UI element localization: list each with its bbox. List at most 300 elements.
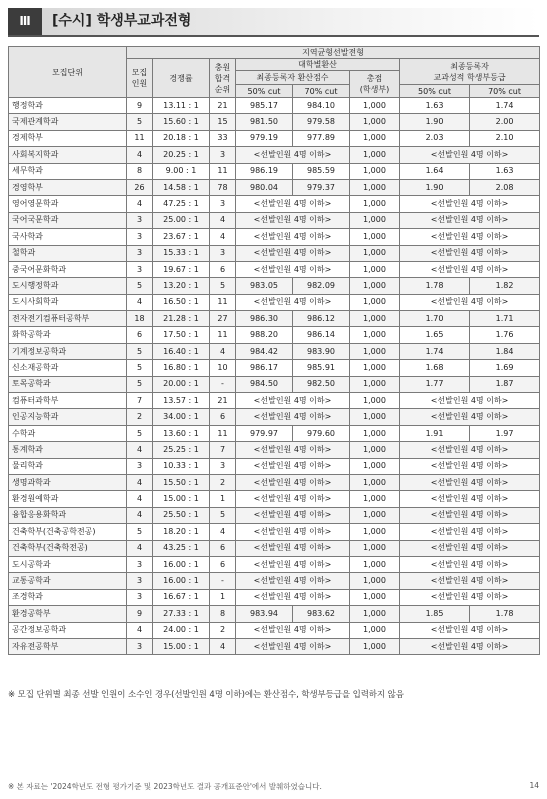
total-cell: 1,000 [350,409,400,425]
table-row [9,261,540,277]
rank-cell: 3 [210,196,236,212]
conv50-cell: 986.19 [236,163,293,179]
grade50-cell: <선발인원 4명 이하> [400,261,540,277]
conv50-cell: <선발인원 4명 이하> [236,294,350,310]
total-cell: 1,000 [350,163,400,179]
grade50-cell: 1.90 [400,179,470,195]
quota-cell: 4 [127,507,153,523]
total-cell: 1,000 [350,261,400,277]
rank-cell: 4 [210,212,236,228]
grade70-cell: 1.76 [470,327,540,343]
section-number: Ⅲ [8,8,42,35]
rank-cell: 6 [210,409,236,425]
grade70-cell: 1.84 [470,343,540,359]
ratio-cell: 19.67 : 1 [153,261,210,277]
rank-cell: 1 [210,589,236,605]
conv70-cell: 982.50 [293,376,350,392]
page-number: 14 [529,781,539,790]
header-conv: 대학별환산 [236,59,400,71]
rank-cell: 21 [210,98,236,114]
total-cell: 1,000 [350,458,400,474]
conv50-cell: 983.94 [236,606,293,622]
conv50-cell: <선발인원 4명 이하> [236,622,350,638]
grade50-cell: <선발인원 4명 이하> [400,524,540,540]
section-underline [8,35,539,37]
rank-cell: 15 [210,114,236,130]
grade50-cell: 1.85 [400,606,470,622]
table-note: ※ 모집 단위별 최종 선발 인원이 소수인 경우(선발인원 4명 이하)에는 환산점수, 학생부등급을 입력하지 않음 [8,690,404,700]
grade50-cell: 1.74 [400,343,470,359]
conv70-cell: 985.91 [293,360,350,376]
quota-cell: 3 [127,245,153,261]
ratio-cell: 16.80 : 1 [153,360,210,376]
unit-cell: 전자전기컴퓨터공학부 [9,311,127,327]
conv50-cell: 980.04 [236,179,293,195]
total-cell: 1,000 [350,114,400,130]
unit-cell: 경영학부 [9,179,127,195]
total-cell: 1,000 [350,638,400,654]
rank-cell: - [210,376,236,392]
grade50-cell: 1.77 [400,376,470,392]
rank-cell: 11 [210,163,236,179]
unit-cell: 물리학과 [9,458,127,474]
grade50-cell: <선발인원 4명 이하> [400,294,540,310]
grade50-cell: <선발인원 4명 이하> [400,638,540,654]
conv50-cell: <선발인원 4명 이하> [236,261,350,277]
unit-cell: 조경학과 [9,589,127,605]
conv70-cell: 986.12 [293,311,350,327]
unit-cell: 중국어문화학과 [9,261,127,277]
unit-cell: 건축학부(건축학전공) [9,540,127,556]
ratio-cell: 17.50 : 1 [153,327,210,343]
table-row [9,556,540,572]
rank-cell: 11 [210,294,236,310]
conv50-cell: <선발인원 4명 이하> [236,409,350,425]
ratio-cell: 16.00 : 1 [153,573,210,589]
conv70-cell: 979.37 [293,179,350,195]
unit-cell: 도시공학과 [9,556,127,572]
rank-cell: 3 [210,458,236,474]
ratio-cell: 9.00 : 1 [153,163,210,179]
grade70-cell: 1.87 [470,376,540,392]
unit-cell: 도시사회학과 [9,294,127,310]
grade50-cell: <선발인원 4명 이하> [400,589,540,605]
grade70-cell: 2.08 [470,179,540,195]
total-cell: 1,000 [350,360,400,376]
header-conv-70: 70% cut [293,85,350,98]
table-row [9,573,540,589]
total-cell: 1,000 [350,245,400,261]
grade70-cell: 1.71 [470,311,540,327]
rank-cell: 3 [210,147,236,163]
table-row [9,622,540,638]
ratio-cell: 15.00 : 1 [153,638,210,654]
conv50-cell: <선발인원 4명 이하> [236,589,350,605]
table-row [9,589,540,605]
table-row [9,327,540,343]
grade70-cell: 1.78 [470,606,540,622]
ratio-cell: 13.11 : 1 [153,98,210,114]
grade50-cell: <선발인원 4명 이하> [400,556,540,572]
grade70-cell: 1.69 [470,360,540,376]
conv50-cell: <선발인원 4명 이하> [236,196,350,212]
table-row [9,114,540,130]
conv50-cell: 988.20 [236,327,293,343]
conv50-cell: 979.97 [236,425,293,441]
table-row [9,360,540,376]
conv50-cell: 984.50 [236,376,293,392]
quota-cell: 2 [127,409,153,425]
total-cell: 1,000 [350,294,400,310]
unit-cell: 건축학부(건축공학전공) [9,524,127,540]
table-row [9,474,540,490]
ratio-cell: 20.25 : 1 [153,147,210,163]
grade50-cell: 1.70 [400,311,470,327]
ratio-cell: 25.00 : 1 [153,212,210,228]
rank-cell: 5 [210,278,236,294]
quota-cell: 3 [127,212,153,228]
conv50-cell: <선발인원 4명 이하> [236,393,350,409]
header-grade: 최종등록자 교과성적 학생부등급 [400,59,540,85]
ratio-cell: 27.33 : 1 [153,606,210,622]
grade50-cell: <선발인원 4명 이하> [400,442,540,458]
total-cell: 1,000 [350,507,400,523]
table-row [9,606,540,622]
ratio-cell: 24.00 : 1 [153,622,210,638]
grade50-cell: 1.65 [400,327,470,343]
grade70-cell: 1.63 [470,163,540,179]
quota-cell: 5 [127,360,153,376]
table-body [9,98,540,655]
conv70-cell: 979.60 [293,425,350,441]
conv50-cell: 979.19 [236,130,293,146]
table-row [9,163,540,179]
conv50-cell: <선발인원 4명 이하> [236,540,350,556]
total-cell: 1,000 [350,98,400,114]
conv70-cell: 984.10 [293,98,350,114]
ratio-cell: 20.18 : 1 [153,130,210,146]
table-row [9,393,540,409]
quota-cell: 5 [127,376,153,392]
unit-cell: 국제관계학과 [9,114,127,130]
header-group: 지역균형선발전형 [127,47,540,59]
unit-cell: 융합응용화학과 [9,507,127,523]
conv70-cell: 979.58 [293,114,350,130]
quota-cell: 6 [127,327,153,343]
rank-cell: 7 [210,442,236,458]
grade50-cell: <선발인원 4명 이하> [400,147,540,163]
conv50-cell: <선발인원 4명 이하> [236,524,350,540]
grade50-cell: 1.91 [400,425,470,441]
table-row [9,179,540,195]
conv50-cell: <선발인원 4명 이하> [236,474,350,490]
table-row [9,229,540,245]
ratio-cell: 23.67 : 1 [153,229,210,245]
conv50-cell: 986.17 [236,360,293,376]
quota-cell: 18 [127,311,153,327]
ratio-cell: 15.33 : 1 [153,245,210,261]
total-cell: 1,000 [350,524,400,540]
quota-cell: 4 [127,294,153,310]
unit-cell: 컴퓨터과학부 [9,393,127,409]
total-cell: 1,000 [350,130,400,146]
quota-cell: 26 [127,179,153,195]
quota-cell: 11 [127,130,153,146]
conv50-cell: <선발인원 4명 이하> [236,491,350,507]
ratio-cell: 13.20 : 1 [153,278,210,294]
quota-cell: 3 [127,556,153,572]
header-grade-50: 50% cut [400,85,470,98]
grade50-cell: <선발인원 4명 이하> [400,458,540,474]
ratio-cell: 25.50 : 1 [153,507,210,523]
rank-cell: 6 [210,556,236,572]
quota-cell: 5 [127,425,153,441]
quota-cell: 3 [127,261,153,277]
admission-results-table [8,46,540,655]
ratio-cell: 18.20 : 1 [153,524,210,540]
ratio-cell: 16.00 : 1 [153,556,210,572]
conv50-cell: <선발인원 4명 이하> [236,573,350,589]
conv70-cell: 982.09 [293,278,350,294]
ratio-cell: 20.00 : 1 [153,376,210,392]
rank-cell: 27 [210,311,236,327]
table-row [9,278,540,294]
rank-cell: 6 [210,261,236,277]
ratio-cell: 15.50 : 1 [153,474,210,490]
total-cell: 1,000 [350,606,400,622]
total-cell: 1,000 [350,491,400,507]
conv50-cell: <선발인원 4명 이하> [236,245,350,261]
rank-cell: 10 [210,360,236,376]
quota-cell: 4 [127,491,153,507]
rank-cell: 78 [210,179,236,195]
quota-cell: 5 [127,114,153,130]
header-ratio: 경쟁률 [153,59,210,98]
conv50-cell: 986.30 [236,311,293,327]
grade50-cell: <선발인원 4명 이하> [400,540,540,556]
total-cell: 1,000 [350,540,400,556]
ratio-cell: 21.28 : 1 [153,311,210,327]
conv70-cell: 983.62 [293,606,350,622]
rank-cell: 8 [210,606,236,622]
grade50-cell: <선발인원 4명 이하> [400,507,540,523]
conv50-cell: <선발인원 4명 이하> [236,556,350,572]
table-row [9,343,540,359]
quota-cell: 5 [127,343,153,359]
grade70-cell: 2.00 [470,114,540,130]
header-unit: 모집단위 [9,47,127,98]
quota-cell: 4 [127,622,153,638]
unit-cell: 기계정보공학과 [9,343,127,359]
conv50-cell: <선발인원 4명 이하> [236,229,350,245]
grade50-cell: 2.03 [400,130,470,146]
unit-cell: 인공지능학과 [9,409,127,425]
grade50-cell: 1.78 [400,278,470,294]
total-cell: 1,000 [350,278,400,294]
grade50-cell: 1.68 [400,360,470,376]
grade50-cell: <선발인원 4명 이하> [400,474,540,490]
rank-cell: 4 [210,524,236,540]
unit-cell: 영어영문학과 [9,196,127,212]
quota-cell: 3 [127,589,153,605]
grade50-cell: <선발인원 4명 이하> [400,573,540,589]
table-row [9,294,540,310]
table-row [9,638,540,654]
unit-cell: 국어국문학과 [9,212,127,228]
section-title: [수시] 학생부교과전형 [52,13,192,29]
unit-cell: 토목공학과 [9,376,127,392]
quota-cell: 4 [127,196,153,212]
grade50-cell: <선발인원 4명 이하> [400,229,540,245]
ratio-cell: 13.60 : 1 [153,425,210,441]
grade50-cell: <선발인원 4명 이하> [400,245,540,261]
unit-cell: 행정학과 [9,98,127,114]
conv50-cell: 981.50 [236,114,293,130]
unit-cell: 자유전공학부 [9,638,127,654]
table-row [9,376,540,392]
rank-cell: 5 [210,507,236,523]
total-cell: 1,000 [350,474,400,490]
total-cell: 1,000 [350,442,400,458]
unit-cell: 생명과학과 [9,474,127,490]
conv70-cell: 986.14 [293,327,350,343]
rank-cell: 33 [210,130,236,146]
conv50-cell: <선발인원 4명 이하> [236,638,350,654]
table-row [9,196,540,212]
grade50-cell: <선발인원 4명 이하> [400,409,540,425]
table-row [9,540,540,556]
grade50-cell: <선발인원 4명 이하> [400,622,540,638]
conv70-cell: 983.90 [293,343,350,359]
grade70-cell: 1.97 [470,425,540,441]
conv50-cell: <선발인원 4명 이하> [236,442,350,458]
unit-cell: 도시행정학과 [9,278,127,294]
rank-cell: 4 [210,638,236,654]
quota-cell: 5 [127,524,153,540]
total-cell: 1,000 [350,393,400,409]
rank-cell: 11 [210,425,236,441]
grade50-cell: <선발인원 4명 이하> [400,196,540,212]
unit-cell: 환경원예학과 [9,491,127,507]
unit-cell: 교통공학과 [9,573,127,589]
conv70-cell: 977.89 [293,130,350,146]
ratio-cell: 15.60 : 1 [153,114,210,130]
rank-cell: - [210,573,236,589]
total-cell: 1,000 [350,229,400,245]
rank-cell: 1 [210,491,236,507]
quota-cell: 3 [127,573,153,589]
total-cell: 1,000 [350,425,400,441]
conv50-cell: <선발인원 4명 이하> [236,458,350,474]
table-row [9,491,540,507]
header-rank: 충원 합격 순위 [210,59,236,98]
quota-cell: 4 [127,540,153,556]
grade50-cell: <선발인원 4명 이하> [400,491,540,507]
unit-cell: 철학과 [9,245,127,261]
rank-cell: 6 [210,540,236,556]
ratio-cell: 25.25 : 1 [153,442,210,458]
header-grade-70: 70% cut [470,85,540,98]
quota-cell: 3 [127,229,153,245]
grade50-cell: 1.63 [400,98,470,114]
footer-source-note: ※ 본 자료는 '2024학년도 전형 평가기준 및 2023학년도 결과 공개표준안'에서 발췌하였습니다. [8,782,322,791]
ratio-cell: 10.33 : 1 [153,458,210,474]
quota-cell: 3 [127,458,153,474]
quota-cell: 3 [127,638,153,654]
ratio-cell: 16.67 : 1 [153,589,210,605]
grade70-cell: 1.82 [470,278,540,294]
table-row [9,458,540,474]
total-cell: 1,000 [350,147,400,163]
ratio-cell: 15.00 : 1 [153,491,210,507]
rank-cell: 4 [210,229,236,245]
table-row [9,130,540,146]
unit-cell: 수학과 [9,425,127,441]
unit-cell: 화학공학과 [9,327,127,343]
total-cell: 1,000 [350,573,400,589]
ratio-cell: 43.25 : 1 [153,540,210,556]
ratio-cell: 13.57 : 1 [153,393,210,409]
total-cell: 1,000 [350,589,400,605]
header-quota: 모집 인원 [127,59,153,98]
quota-cell: 9 [127,98,153,114]
quota-cell: 8 [127,163,153,179]
header-conv-50: 50% cut [236,85,293,98]
section-header [8,8,539,35]
grade50-cell: 1.90 [400,114,470,130]
rank-cell: 2 [210,474,236,490]
ratio-cell: 16.50 : 1 [153,294,210,310]
rank-cell: 11 [210,327,236,343]
header-total: 총점 (학생부) [350,71,400,98]
conv50-cell: 984.42 [236,343,293,359]
unit-cell: 공간정보공학과 [9,622,127,638]
table-row [9,245,540,261]
header-conv-final: 최종등록자 환산점수 [236,71,350,85]
total-cell: 1,000 [350,343,400,359]
table-row [9,507,540,523]
conv50-cell: <선발인원 4명 이하> [236,507,350,523]
ratio-cell: 14.58 : 1 [153,179,210,195]
table-row [9,442,540,458]
conv50-cell: 983.05 [236,278,293,294]
table-row [9,425,540,441]
conv50-cell: <선발인원 4명 이하> [236,147,350,163]
quota-cell: 9 [127,606,153,622]
unit-cell: 세무학과 [9,163,127,179]
table-row [9,524,540,540]
grade70-cell: 1.74 [470,98,540,114]
quota-cell: 7 [127,393,153,409]
grade50-cell: 1.64 [400,163,470,179]
rank-cell: 21 [210,393,236,409]
total-cell: 1,000 [350,622,400,638]
conv50-cell: <선발인원 4명 이하> [236,212,350,228]
table-row [9,98,540,114]
table-row [9,311,540,327]
table-row [9,212,540,228]
unit-cell: 경제학부 [9,130,127,146]
unit-cell: 통계학과 [9,442,127,458]
ratio-cell: 47.25 : 1 [153,196,210,212]
quota-cell: 4 [127,442,153,458]
rank-cell: 4 [210,343,236,359]
grade70-cell: 2.10 [470,130,540,146]
unit-cell: 사회복지학과 [9,147,127,163]
total-cell: 1,000 [350,376,400,392]
total-cell: 1,000 [350,196,400,212]
unit-cell: 환경공학부 [9,606,127,622]
